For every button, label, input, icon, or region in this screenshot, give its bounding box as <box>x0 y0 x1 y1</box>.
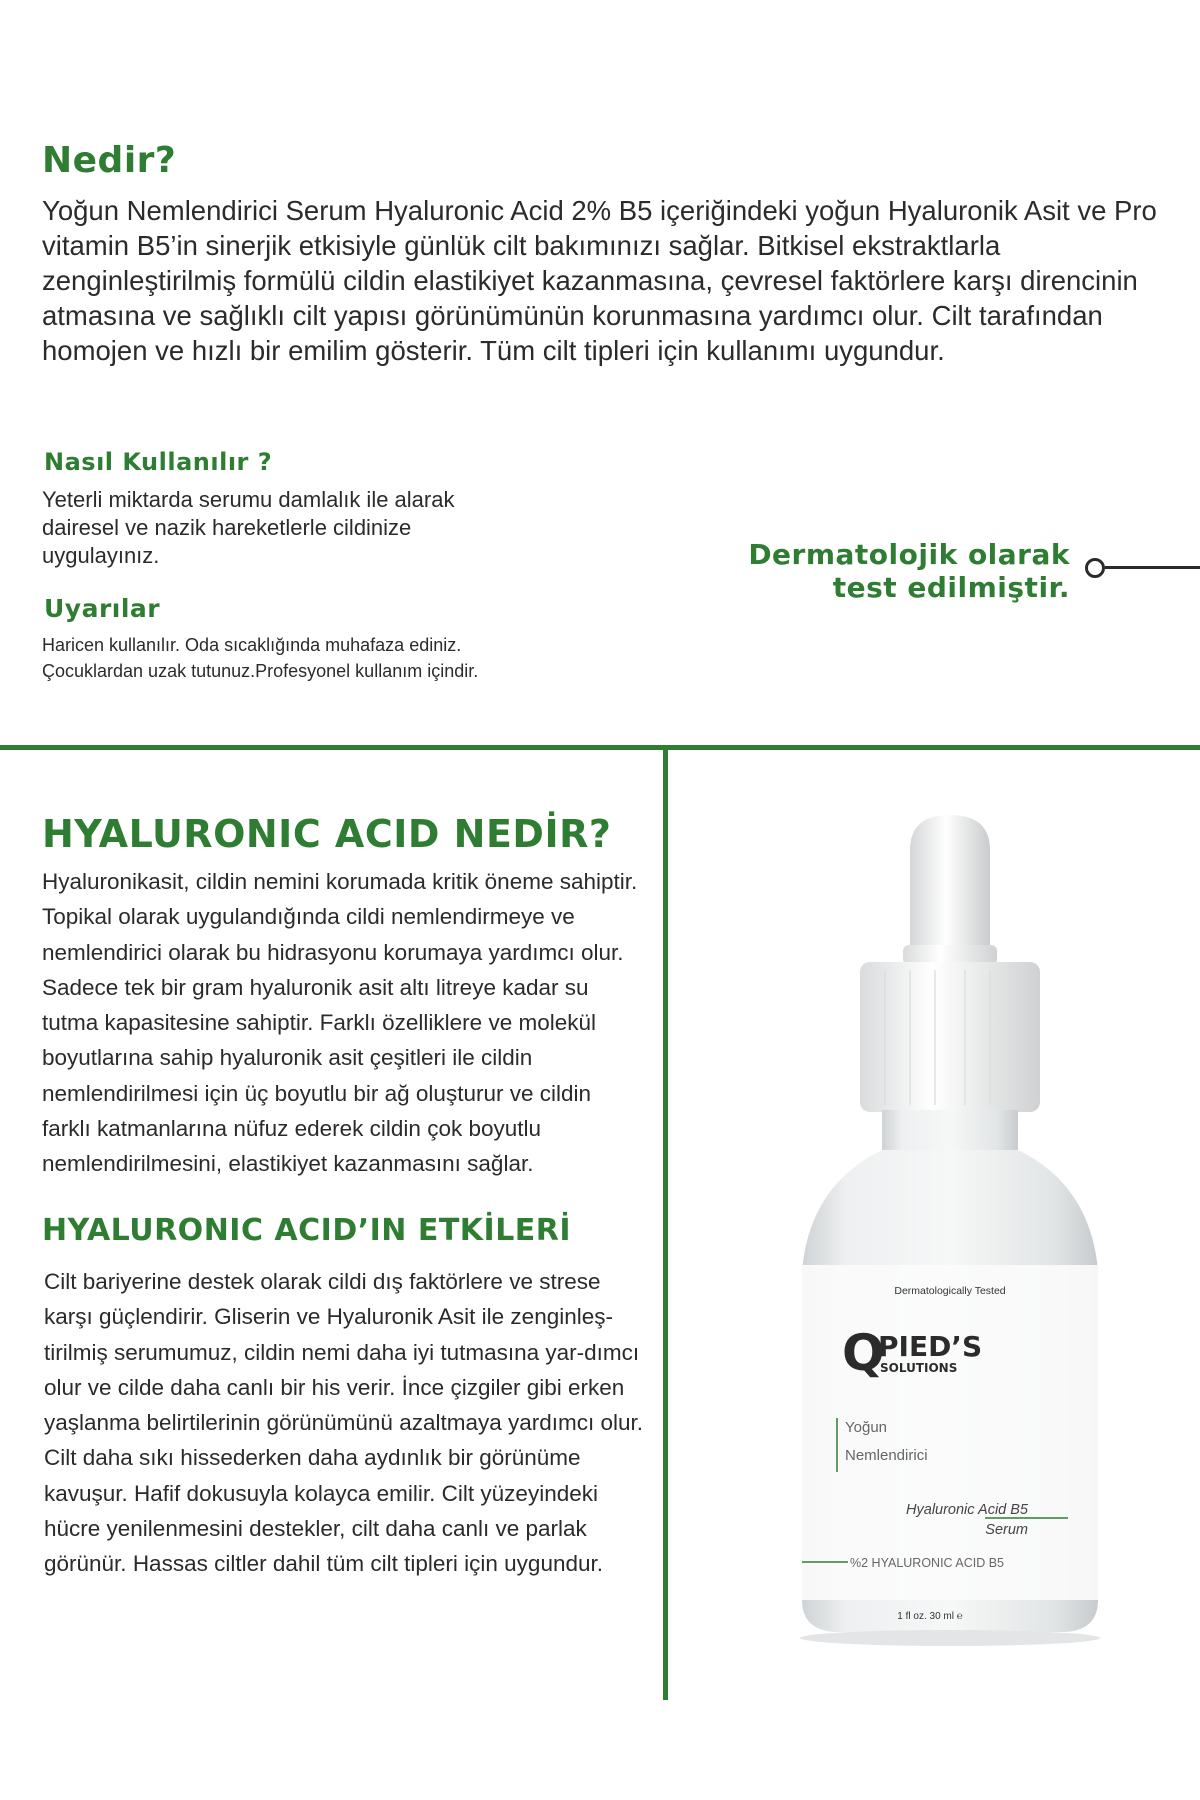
pointer-circle-icon <box>1085 558 1105 578</box>
dermatology-badge-text <box>700 538 1070 604</box>
dropper-cap-shape <box>860 962 1040 1112</box>
horizontal-divider <box>0 745 1200 750</box>
label-strength-text: %2 HYALURONIC ACID B5 <box>850 1556 1004 1570</box>
bottle-neck-shape <box>882 1110 1018 1150</box>
label-tested-text: Dermatologically Tested <box>894 1285 1006 1297</box>
warnings-line-2: Çocuklardan uzak tutunuz.Profesyonel kullanım içindir. <box>42 661 479 681</box>
effects-paragraph: Cilt bariyerine destek olarak cildi dış faktörlere ve strese karşı güçlendirir. Gliserin ve Hyaluronik Asit ile zenginleş-tirilmiş serumumuz, cildin nemi daha iyi tutmasına yar-dımcı olur ve cilde daha canlı bir his verir. İnce çizgiler gibi erken yaşlanma belirtilerinin görünümünü azaltmaya yardımcı olur. Cilt daha sıkı hissederken daha aydınlık bir görünüme kavuşur. Hafif dokusuyla kolayca emilir. Cilt yüzeyindeki hücre yenilenmesini destekler, cilt daha canlı ve parlak görünür. Hassas ciltler dahil tüm cilt tipleri için uygundur. <box>44 1269 644 1577</box>
warnings-text <box>42 632 562 684</box>
label-product-line-1: Hyaluronic Acid B5 <box>906 1502 1028 1518</box>
dropper-bulb-shape <box>910 815 990 950</box>
usage-heading: Nasıl Kullanılır ? <box>44 448 273 476</box>
label-name-line-1: Yoğun <box>845 1419 887 1436</box>
nedir-heading: Nedir? <box>42 140 177 181</box>
nedir-paragraph: Yoğun Nemlendirici Serum Hyaluronic Acid 2% B5 içeriğindeki yoğun Hyaluronik Asit ve Pro vitamin B5’in sinerjik etkisiyle günlük cilt bakımınızı sağlar. Bitkisel ekstraktlarla zenginleştirilmiş formülü cildin elastikiyet kazanmasına, çevresel faktörlere karşı direncinin atmasına ve sağlıklı cilt yapısı görünümünün korunmasına yardımcı olur. Cilt tarafından homojen ve hızlı bir emilim gösterir. Tüm cilt tipleri için kullanımı uygundur. <box>42 195 1157 366</box>
serum-bottle-image <box>790 800 1110 1650</box>
warnings-heading: Uyarılar <box>44 594 161 623</box>
label-brand-letter: Q <box>842 1324 885 1382</box>
hyaluronic-paragraph: Hyaluronikasit, cildin nemini korumada kritik öneme sahiptir. Topikal olarak uygulandığında cildi nemlendirmeye ve nemlendirici olarak bu hidrasyonu korumaya yardımcı olur. Sadece tek bir gram hyaluronik asit altı litreye kadar su tutma kapasitesine sahiptir. Farklı özelliklere ve molekül boyutlarına sahip hyaluronik asit çeşitleri ile cildin nemlendirilmesi için üç boyutlu bir ağ oluşturur ve cildin farklı katmanlarına nüfuz ederek cildin çok boyutlu nemlendirilmesini, elastikiyet kazanmasını sağlar. <box>42 869 638 1177</box>
effects-heading: HYALURONIC ACID’IN ETKİLERİ <box>42 1213 572 1248</box>
dermatology-badge-line-1: Dermatolojik olarak <box>748 538 1070 571</box>
warnings-line-1: Haricen kullanılır. Oda sıcaklığında muhafaza ediniz. <box>42 635 462 655</box>
pointer-line <box>1105 566 1200 569</box>
dermatology-badge-line-2: test edilmiştir. <box>832 571 1070 604</box>
label-product-line-2: Serum <box>985 1522 1028 1538</box>
label-volume-text: 1 fl oz. 30 ml ℮ <box>897 1611 963 1622</box>
hyaluronic-heading: HYALURONIC ACID NEDİR? <box>42 812 612 856</box>
bottle-shadow-shape <box>800 1630 1100 1646</box>
label-brand-main: PIED’S <box>878 1330 983 1363</box>
label-brand-sub: SOLUTIONS <box>880 1361 958 1375</box>
usage-paragraph: Yeterli miktarda serumu damlalık ile alarak dairesel ve nazik hareketlerle cildinize uygulayınız. <box>42 487 455 568</box>
label-name-line-2: Nemlendirici <box>845 1447 928 1464</box>
vertical-divider <box>663 745 668 1700</box>
